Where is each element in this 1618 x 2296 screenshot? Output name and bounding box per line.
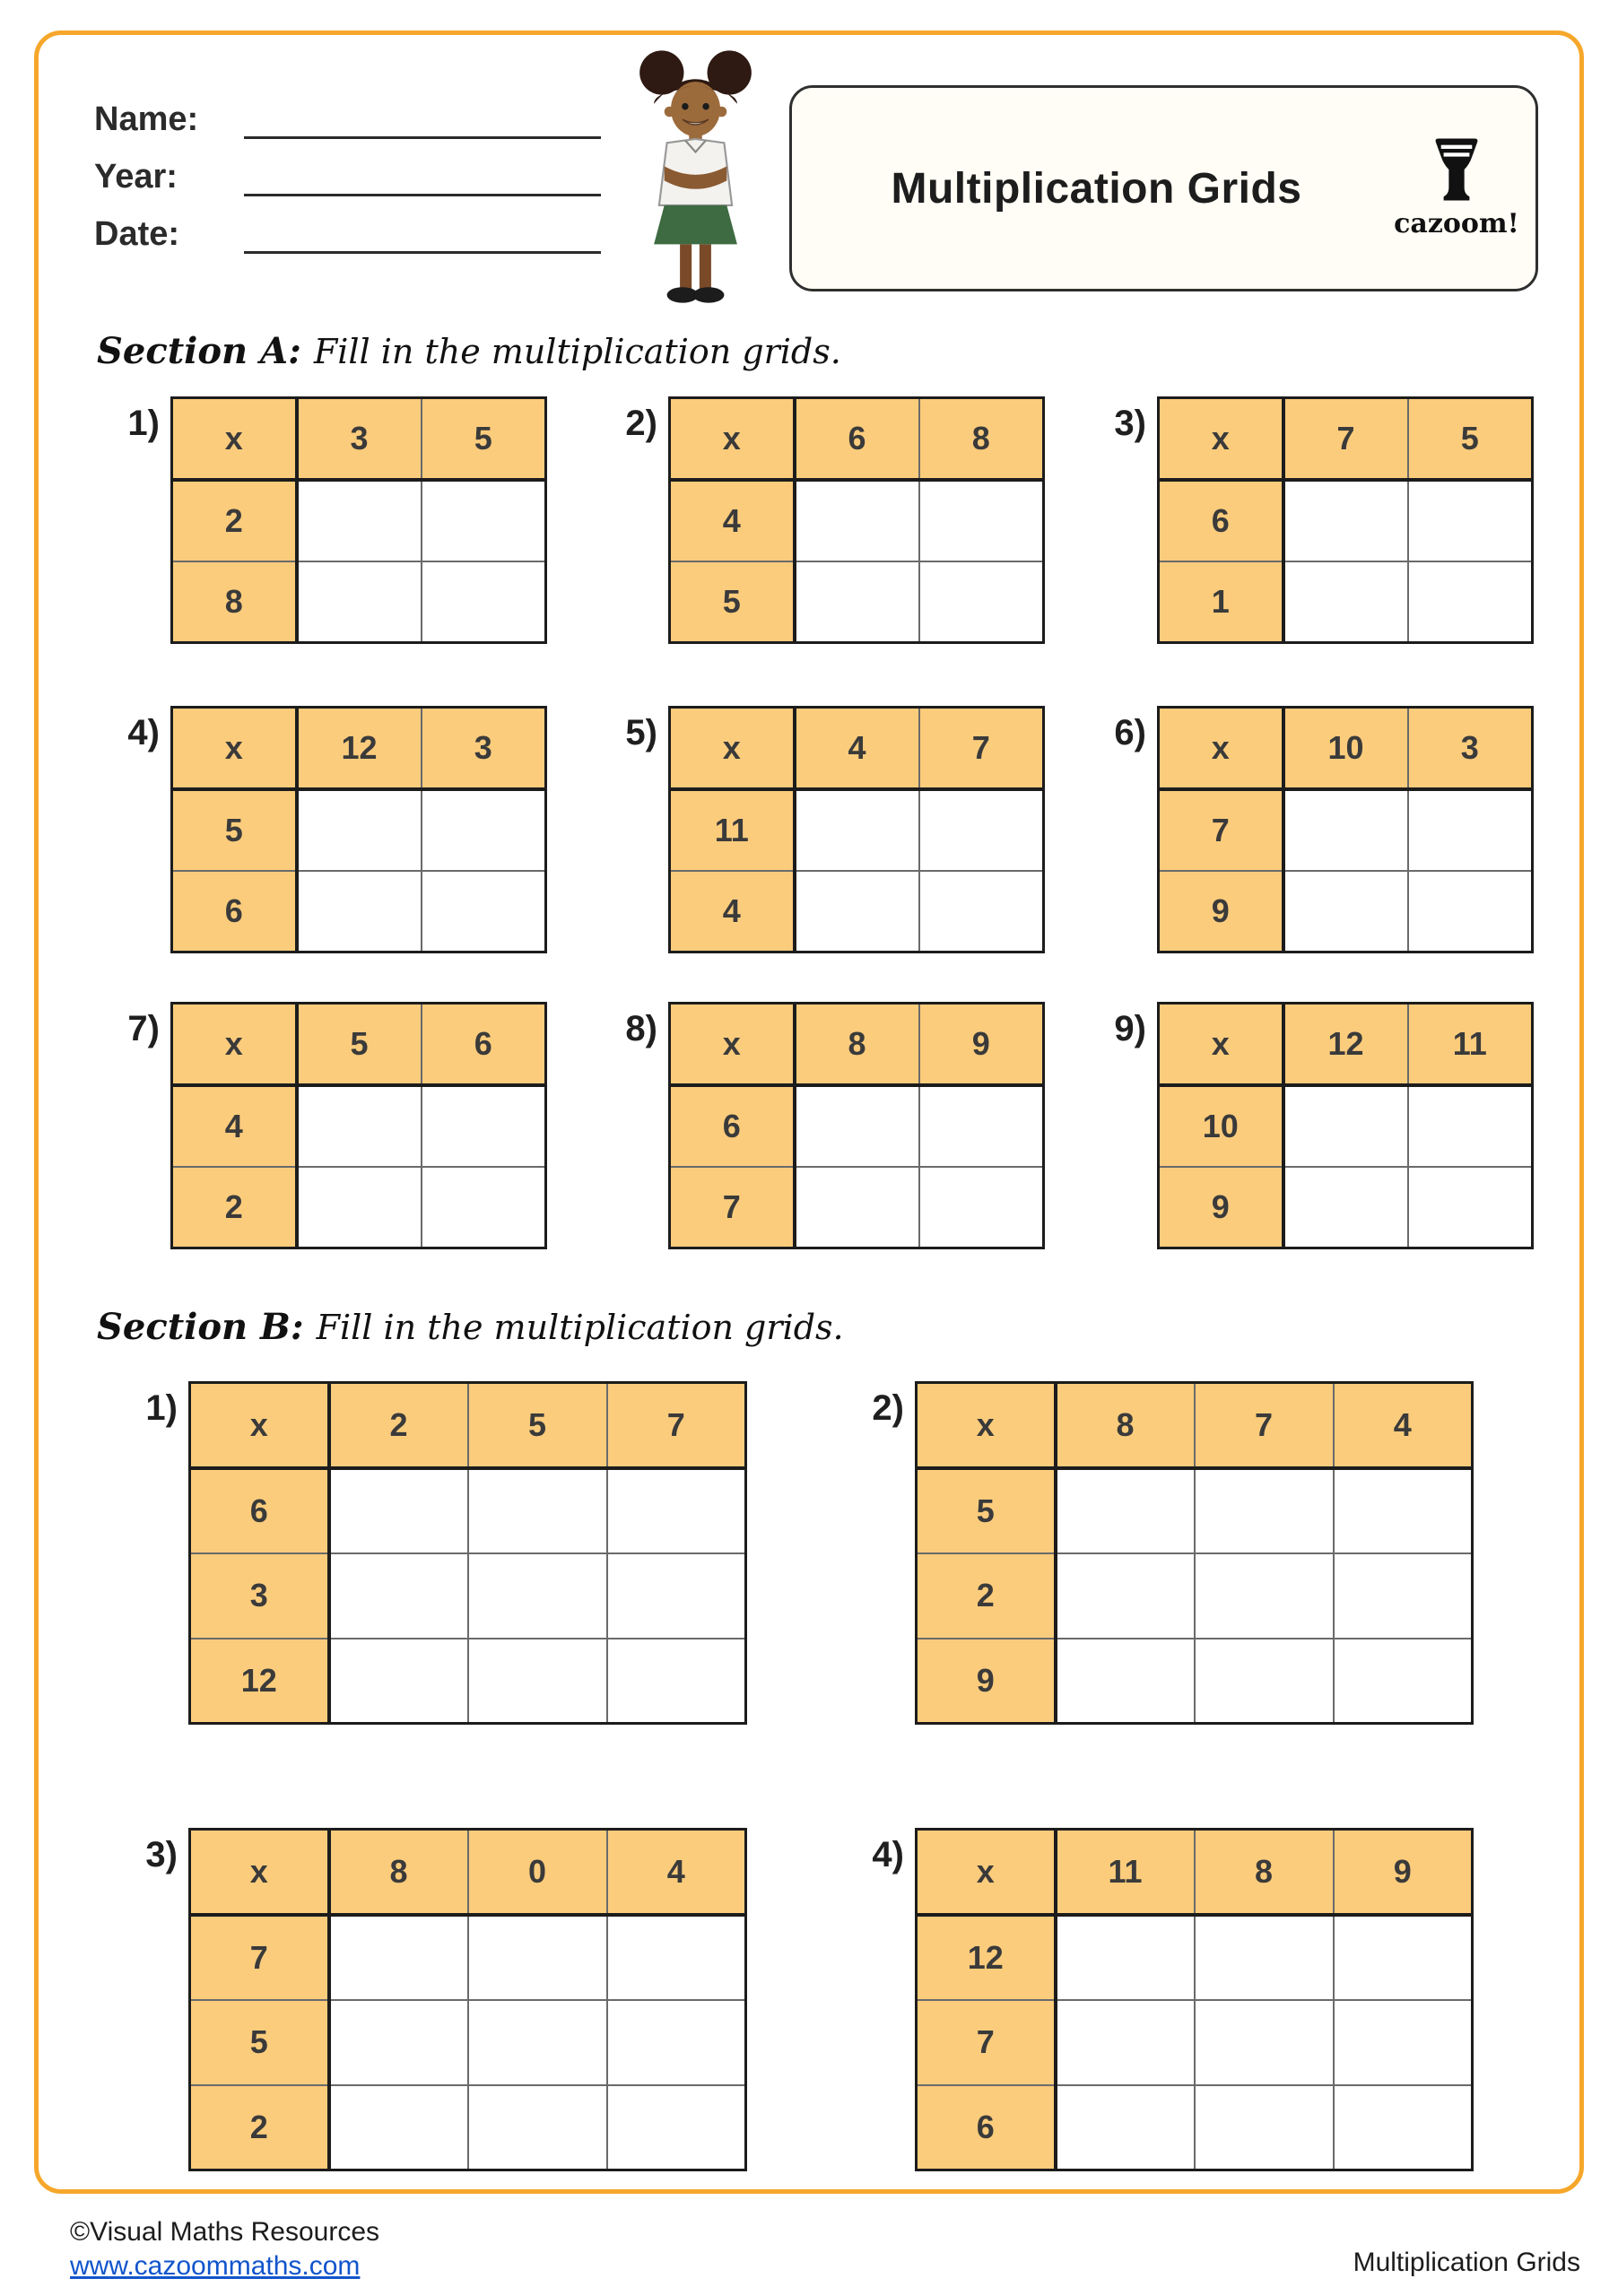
grid-row-header-cell: 10: [1159, 1085, 1283, 1167]
grid-row-header-cell: 5: [917, 1468, 1056, 1553]
grid-answer-cell: [1334, 1553, 1473, 1639]
grid-col-header-cell: 8: [795, 1004, 919, 1085]
grid-answer-cell: [607, 1468, 746, 1553]
grid-row-header-cell: 9: [1159, 1167, 1283, 1248]
grid-operator-cell: x: [190, 1830, 329, 1915]
grid-col-header-cell: 5: [297, 1004, 422, 1085]
grid-answer-cell: [1283, 480, 1408, 561]
grid-answer-cell: [607, 2000, 746, 2085]
grid-answer-cell: [607, 2085, 746, 2170]
grid-answer-cell: [919, 561, 1044, 643]
grid-number-label: 2): [872, 1388, 904, 1428]
grid-answer-cell: [1056, 1553, 1195, 1639]
grid-container: [915, 1828, 1474, 2171]
grid-operator-cell: x: [172, 398, 297, 480]
grid-number-label: 2): [625, 404, 657, 443]
grid-answer-cell: [297, 789, 422, 871]
grid-number-label: 7): [127, 1009, 160, 1048]
grid-answer-cell: [1408, 480, 1533, 561]
grid-col-header-cell: 5: [468, 1383, 607, 1468]
multiplication-grid: [668, 1002, 1045, 1249]
multiplication-grid: [1157, 1002, 1534, 1249]
grid-operator-cell: x: [1159, 1004, 1283, 1085]
grid-answer-cell: [468, 1639, 607, 1724]
multiplication-grid: [170, 396, 547, 644]
grid-answer-cell: [1283, 789, 1408, 871]
name-label: Name:: [94, 100, 199, 138]
grid-col-header-cell: 9: [1334, 1830, 1473, 1915]
grid-row-header-cell: 7: [670, 1167, 795, 1248]
grid-col-header-cell: 6: [422, 1004, 546, 1085]
grid-answer-cell: [468, 2085, 607, 2170]
grid-answer-cell: [1334, 2085, 1473, 2170]
multiplication-grid: [170, 706, 547, 953]
grid-answer-cell: [795, 480, 919, 561]
grid-answer-cell: [607, 1639, 746, 1724]
grid-container: [668, 1002, 1045, 1249]
grid-answer-cell: [422, 871, 546, 952]
grid-col-header-cell: 11: [1408, 1004, 1533, 1085]
grid-answer-cell: [329, 1915, 468, 2000]
grid-answer-cell: [795, 789, 919, 871]
multiplication-grid: [668, 396, 1045, 644]
grid-container: [1157, 396, 1534, 644]
grid-answer-cell: [1283, 1085, 1408, 1167]
section-label: Section A:: [97, 330, 301, 372]
grid-row-header-cell: 9: [1159, 871, 1283, 952]
grid-row-header-cell: 7: [1159, 789, 1283, 871]
grid-col-header-cell: 5: [422, 398, 546, 480]
grid-row-header-cell: 6: [917, 2085, 1056, 2170]
grid-container: [188, 1828, 747, 2171]
grid-col-header-cell: 6: [795, 398, 919, 480]
grid-container: [915, 1381, 1474, 1725]
grid-container: [188, 1381, 747, 1725]
grid-operator-cell: x: [670, 398, 795, 480]
grid-row-header-cell: 7: [917, 2000, 1056, 2085]
grid-container: [1157, 706, 1534, 953]
grid-answer-cell: [468, 1468, 607, 1553]
grid-row-header-cell: 12: [190, 1639, 329, 1724]
grid-row-header-cell: 11: [670, 789, 795, 871]
grid-answer-cell: [422, 1085, 546, 1167]
grid-container: [170, 706, 547, 953]
grid-answer-cell: [297, 480, 422, 561]
section-label: Section B:: [97, 1306, 304, 1348]
grid-col-header-cell: 7: [607, 1383, 746, 1468]
cazoom-logo: [1394, 137, 1535, 239]
section-a-heading: [97, 330, 841, 372]
grid-number-label: 8): [625, 1009, 657, 1048]
grid-col-header-cell: 9: [919, 1004, 1044, 1085]
grid-operator-cell: x: [1159, 398, 1283, 480]
grid-container: [668, 706, 1045, 953]
grid-col-header-cell: 2: [329, 1383, 468, 1468]
grid-row-header-cell: 7: [190, 1915, 329, 2000]
grid-container: [1157, 1002, 1534, 1249]
grid-row-header-cell: 5: [172, 789, 297, 871]
footer-doc-title: Multiplication Grids: [1353, 2248, 1580, 2277]
grid-answer-cell: [1283, 561, 1408, 643]
grid-col-header-cell: 10: [1283, 708, 1408, 789]
grid-number-label: 3): [1114, 404, 1146, 443]
grid-col-header-cell: 11: [1056, 1830, 1195, 1915]
grid-col-header-cell: 0: [468, 1830, 607, 1915]
grid-answer-cell: [1334, 1915, 1473, 2000]
grid-answer-cell: [1195, 2000, 1334, 2085]
grid-operator-cell: x: [190, 1383, 329, 1468]
multiplication-grid: [170, 1002, 547, 1249]
grid-answer-cell: [422, 1167, 546, 1248]
grid-col-header-cell: 8: [919, 398, 1044, 480]
grid-number-label: 4): [872, 1835, 904, 1874]
grid-col-header-cell: 4: [795, 708, 919, 789]
page-title: Multiplication Grids: [891, 164, 1302, 213]
grid-container: [170, 1002, 547, 1249]
grid-row-header-cell: 3: [190, 1553, 329, 1639]
grid-row-header-cell: 12: [917, 1915, 1056, 2000]
grid-col-header-cell: 3: [297, 398, 422, 480]
grid-col-header-cell: 8: [1195, 1830, 1334, 1915]
grid-number-label: 9): [1114, 1009, 1146, 1048]
cazoom-logo-icon: [1432, 137, 1481, 206]
section-instruction: Fill in the multiplication grids.: [316, 1308, 844, 1347]
multiplication-grid: [668, 706, 1045, 953]
section-b-heading: [97, 1306, 844, 1348]
year-label: Year:: [94, 158, 178, 196]
grid-row-header-cell: 4: [670, 480, 795, 561]
grid-operator-cell: x: [1159, 708, 1283, 789]
grid-answer-cell: [795, 1085, 919, 1167]
grid-answer-cell: [607, 1915, 746, 2000]
section-instruction: Fill in the multiplication grids.: [313, 332, 841, 371]
grid-row-header-cell: 1: [1159, 561, 1283, 643]
name-blank-line: [244, 136, 601, 139]
grid-row-header-cell: 5: [670, 561, 795, 643]
grid-row-header-cell: 4: [670, 871, 795, 952]
grid-answer-cell: [329, 1553, 468, 1639]
grid-answer-cell: [1408, 1085, 1533, 1167]
grid-operator-cell: x: [917, 1383, 1056, 1468]
multiplication-grid: [188, 1828, 747, 2171]
grid-answer-cell: [919, 480, 1044, 561]
grid-answer-cell: [468, 1553, 607, 1639]
grid-answer-cell: [1408, 871, 1533, 952]
grid-answer-cell: [1408, 789, 1533, 871]
grid-col-header-cell: 7: [1195, 1383, 1334, 1468]
grid-col-header-cell: 7: [1283, 398, 1408, 480]
multiplication-grid: [188, 1381, 747, 1725]
grid-container: [668, 396, 1045, 644]
cazoom-logo-text: cazoom!: [1394, 208, 1519, 239]
grid-answer-cell: [1195, 1915, 1334, 2000]
grid-operator-cell: x: [172, 708, 297, 789]
grid-answer-cell: [919, 871, 1044, 952]
grid-answer-cell: [1195, 1639, 1334, 1724]
year-blank-line: [244, 194, 601, 196]
footer-copyright: ©Visual Maths Resources: [70, 2217, 380, 2247]
grid-row-header-cell: 2: [190, 2085, 329, 2170]
grid-answer-cell: [1056, 1915, 1195, 2000]
grid-number-label: 6): [1114, 713, 1146, 752]
grid-answer-cell: [1408, 561, 1533, 643]
grid-answer-cell: [1283, 1167, 1408, 1248]
multiplication-grid: [915, 1381, 1474, 1725]
grid-answer-cell: [329, 2085, 468, 2170]
grid-answer-cell: [795, 871, 919, 952]
grid-answer-cell: [297, 561, 422, 643]
grid-col-header-cell: 12: [297, 708, 422, 789]
grid-answer-cell: [422, 789, 546, 871]
grid-row-header-cell: 6: [190, 1468, 329, 1553]
grid-number-label: 5): [625, 713, 657, 752]
grid-answer-cell: [297, 1085, 422, 1167]
grid-answer-cell: [297, 871, 422, 952]
grid-answer-cell: [297, 1167, 422, 1248]
grid-answer-cell: [1056, 1639, 1195, 1724]
grid-answer-cell: [329, 1639, 468, 1724]
grid-container: [170, 396, 547, 644]
student-cartoon-illustration: [617, 47, 774, 311]
grid-col-header-cell: 8: [329, 1830, 468, 1915]
grid-answer-cell: [795, 561, 919, 643]
grid-answer-cell: [1283, 871, 1408, 952]
grid-row-header-cell: 6: [1159, 480, 1283, 561]
grid-answer-cell: [468, 2000, 607, 2085]
grid-col-header-cell: 7: [919, 708, 1044, 789]
grid-answer-cell: [1195, 1553, 1334, 1639]
grid-number-label: 1): [145, 1388, 178, 1428]
grid-answer-cell: [1334, 1468, 1473, 1553]
grid-number-label: 1): [127, 404, 160, 443]
multiplication-grid: [1157, 396, 1534, 644]
grid-row-header-cell: 2: [172, 480, 297, 561]
date-label: Date:: [94, 215, 180, 253]
title-box: [789, 85, 1538, 291]
grid-row-header-cell: 5: [190, 2000, 329, 2085]
grid-col-header-cell: 8: [1056, 1383, 1195, 1468]
grid-answer-cell: [1408, 1167, 1533, 1248]
grid-answer-cell: [1056, 2000, 1195, 2085]
grid-answer-cell: [1056, 1468, 1195, 1553]
multiplication-grid: [915, 1828, 1474, 2171]
grid-col-header-cell: 4: [607, 1830, 746, 1915]
grid-answer-cell: [607, 1553, 746, 1639]
grid-col-header-cell: 3: [422, 708, 546, 789]
grid-number-label: 3): [145, 1835, 178, 1874]
grid-row-header-cell: 8: [172, 561, 297, 643]
grid-col-header-cell: 4: [1334, 1383, 1473, 1468]
grid-answer-cell: [329, 1468, 468, 1553]
grid-operator-cell: x: [917, 1830, 1056, 1915]
grid-col-header-cell: 5: [1408, 398, 1533, 480]
grid-row-header-cell: 2: [172, 1167, 297, 1248]
grid-answer-cell: [919, 1085, 1044, 1167]
grid-answer-cell: [329, 2000, 468, 2085]
grid-row-header-cell: 2: [917, 1553, 1056, 1639]
grid-answer-cell: [422, 480, 546, 561]
grid-answer-cell: [919, 789, 1044, 871]
grid-answer-cell: [1056, 2085, 1195, 2170]
grid-answer-cell: [1334, 2000, 1473, 2085]
date-blank-line: [244, 251, 601, 254]
multiplication-grid: [1157, 706, 1534, 953]
grid-col-header-cell: 3: [1408, 708, 1533, 789]
grid-row-header-cell: 4: [172, 1085, 297, 1167]
grid-row-header-cell: 6: [172, 871, 297, 952]
grid-operator-cell: x: [670, 708, 795, 789]
grid-col-header-cell: 12: [1283, 1004, 1408, 1085]
grid-answer-cell: [468, 1915, 607, 2000]
grid-operator-cell: x: [670, 1004, 795, 1085]
grid-answer-cell: [919, 1167, 1044, 1248]
footer-link[interactable]: www.cazoommaths.com: [70, 2251, 361, 2281]
grid-answer-cell: [795, 1167, 919, 1248]
grid-answer-cell: [1195, 2085, 1334, 2170]
grid-answer-cell: [1195, 1468, 1334, 1553]
grid-number-label: 4): [127, 713, 160, 752]
grid-answer-cell: [1334, 1639, 1473, 1724]
grid-operator-cell: x: [172, 1004, 297, 1085]
grid-row-header-cell: 9: [917, 1639, 1056, 1724]
grid-answer-cell: [422, 561, 546, 643]
grid-row-header-cell: 6: [670, 1085, 795, 1167]
